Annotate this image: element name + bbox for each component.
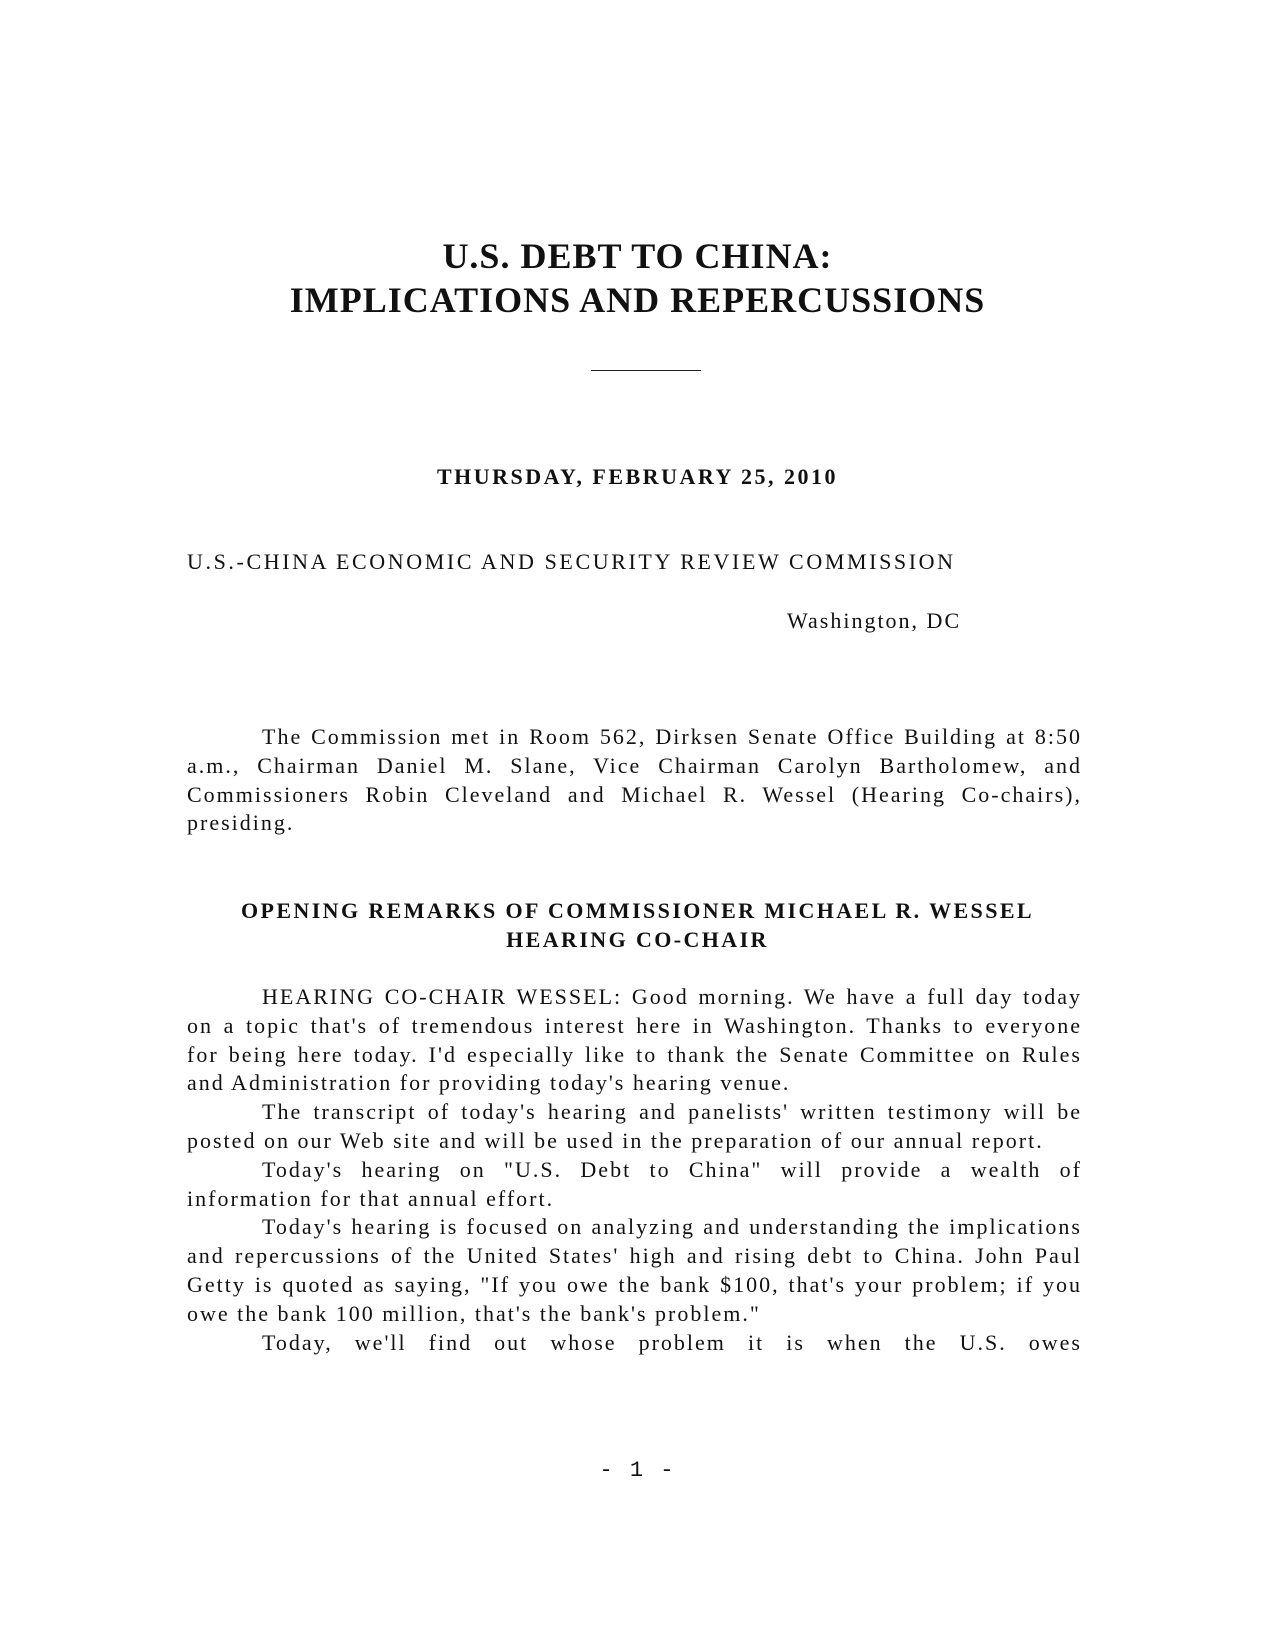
- hearing-date: THURSDAY, FEBRUARY 25, 2010: [436, 464, 839, 489]
- opening-remarks: [187, 983, 1082, 1357]
- document-title-line-1: U.S. DEBT TO CHINA:: [442, 236, 833, 276]
- hearing-location: Washington, DC: [787, 608, 962, 633]
- remarks-paragraph: HEARING CO-CHAIR WESSEL: Good morning. We have a full day today on a topic that's of tremendous interest here in Washington. Thanks to everyone for being here today. I'd especially like to thank the Senate Committee on Rules and Administration for providing today's hearing venue.: [187, 984, 1082, 1096]
- remarks-paragraph: The transcript of today's hearing and panelists' written testimony will be posted on our Web site and will be used in the preparation of our annual report.: [187, 1099, 1082, 1153]
- section-heading-line-2: HEARING CO-CHAIR: [506, 927, 769, 952]
- intro-paragraph: The Commission met in Room 562, Dirksen Senate Office Building at 8:50 a.m., Chairman Daniel M. Slane, Vice Chairman Carolyn Bartholomew, and Commissioners Robin Cleveland and Michael R. Wessel (Hearing Co-chairs), presiding.: [187, 724, 1082, 836]
- document-title-line-2: IMPLICATIONS AND REPERCUSSIONS: [289, 280, 986, 320]
- intro-section: [187, 723, 1082, 838]
- remarks-paragraph: Today's hearing on "U.S. Debt to China" will provide a wealth of information for that annual effort.: [187, 1156, 1082, 1211]
- title-divider: [591, 370, 701, 371]
- remarks-paragraph: Today, we'll find out whose problem it is when the U.S. owes: [262, 1329, 1082, 1355]
- section-heading: [0, 896, 1275, 954]
- remarks-paragraph: Today's hearing is focused on analyzing and understanding the implications and repercussions of the United States' high and rising debt to China. John Paul Getty is quoted as saying, "If you owe the bank $100, that's your problem; if you owe the bank 100 million, that's the bank's problem.": [187, 1214, 1082, 1326]
- commission-name: U.S.-CHINA ECONOMIC AND SECURITY REVIEW COMMISSION: [187, 549, 956, 574]
- page-number: - 1 -: [599, 1458, 676, 1483]
- section-heading-line-1: OPENING REMARKS OF COMMISSIONER MICHAEL R. WESSEL: [241, 898, 1034, 923]
